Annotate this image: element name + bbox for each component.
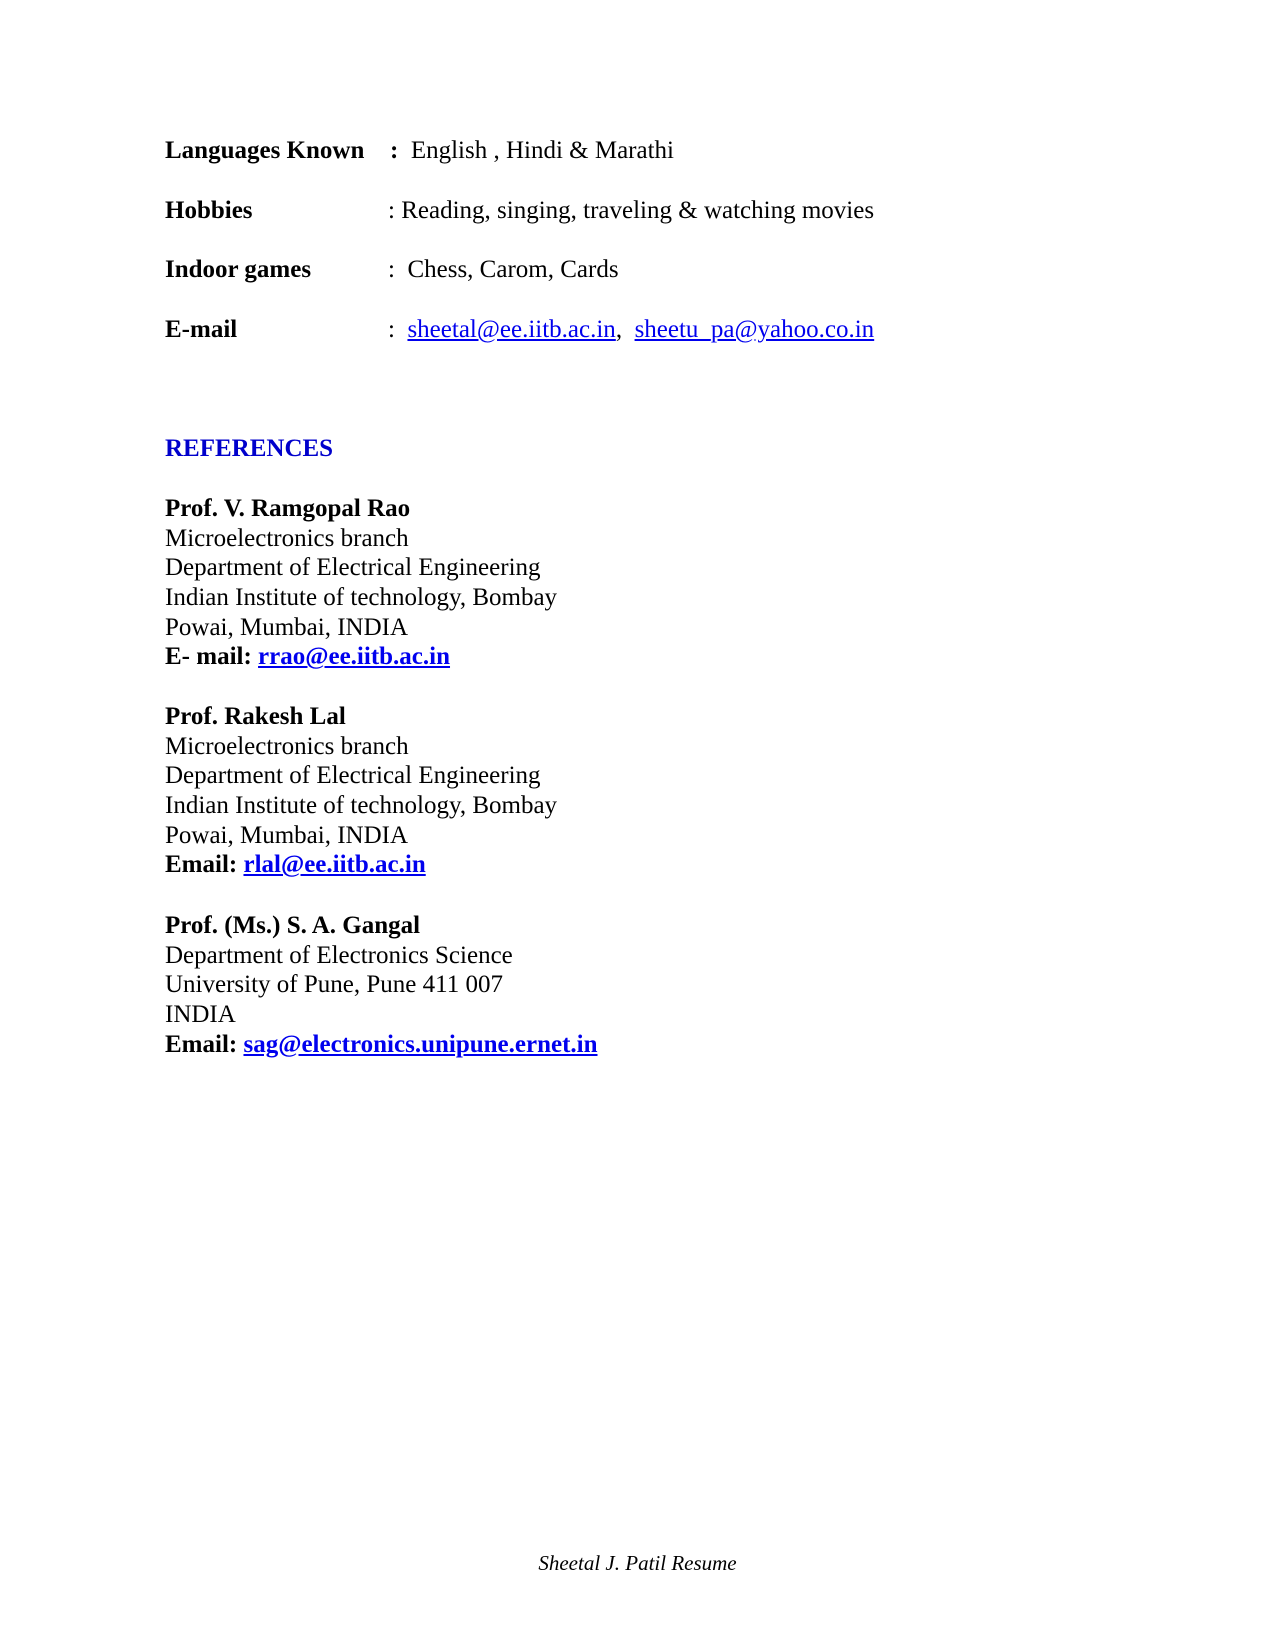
reference-3-line-3: INDIA: [165, 1001, 236, 1029]
reference-1-line-1: Microelectronics branch: [165, 524, 409, 552]
email-link-iitb[interactable]: sheetal@ee.iitb.ac.in: [407, 316, 616, 343]
reference-2-line-1: Microelectronics branch: [165, 732, 409, 760]
reference-2-line-4: Powai, Mumbai, INDIA: [165, 821, 409, 849]
page-footer: Sheetal J. Patil Resume: [538, 1551, 737, 1575]
reference-3: [165, 911, 598, 1059]
reference-3-email-link[interactable]: sag@electronics.unipune.ernet.in: [243, 1030, 598, 1058]
indoor-games-label: Indoor games: [165, 256, 312, 283]
reference-2-email-label: Email:: [165, 851, 238, 879]
email-label: E-mail: [165, 316, 238, 343]
reference-2-email-link[interactable]: rlal@ee.iitb.ac.in: [243, 851, 426, 879]
email-link-yahoo[interactable]: sheetu_pa@yahoo.co.in: [634, 316, 875, 343]
reference-2-name: Prof. Rakesh Lal: [165, 703, 346, 730]
reference-3-email-label: Email:: [165, 1030, 238, 1058]
hobbies-value-wrap: [388, 196, 874, 226]
reference-1-line-3: Indian Institute of technology, Bombay: [165, 584, 558, 612]
hobbies-label: Hobbies: [165, 197, 253, 224]
reference-2: [165, 702, 557, 880]
languages-label: Languages Known: [165, 137, 365, 164]
reference-1: [165, 494, 557, 672]
reference-2-line-2: Department of Electrical Engineering: [165, 762, 541, 790]
hobbies-colon: :: [388, 197, 395, 224]
reference-1-email-line: [165, 642, 557, 672]
reference-1-line-4: Powai, Mumbai, INDIA: [165, 613, 409, 641]
indoor-games-value: Chess, Carom, Cards: [407, 256, 619, 283]
reference-3-name: Prof. (Ms.) S. A. Gangal: [165, 912, 421, 939]
email-value-wrap: [388, 315, 874, 345]
reference-3-line-1: Department of Electronics Science: [165, 941, 513, 969]
languages-colon: :: [390, 137, 399, 164]
hobbies-value: Reading, singing, traveling & watching movies: [401, 197, 875, 224]
reference-3-email-line: [165, 1030, 598, 1060]
indoor-games-value-wrap: [388, 255, 619, 285]
reference-1-email-label: E- mail:: [165, 643, 252, 671]
email-separator: ,: [615, 316, 623, 343]
email-colon: :: [388, 316, 395, 343]
languages-value-wrap: [390, 136, 674, 166]
reference-1-name: Prof. V. Ramgopal Rao: [165, 495, 411, 522]
reference-3-line-2: University of Pune, Pune 411 007: [165, 971, 503, 999]
reference-1-line-2: Department of Electrical Engineering: [165, 554, 541, 582]
references-heading: REFERENCES: [165, 435, 334, 462]
reference-2-line-3: Indian Institute of technology, Bombay: [165, 792, 558, 820]
indoor-games-colon: :: [388, 256, 395, 283]
reference-1-email-link[interactable]: rrao@ee.iitb.ac.in: [258, 643, 451, 671]
languages-value: English , Hindi & Marathi: [410, 137, 674, 164]
reference-2-email-line: [165, 850, 557, 880]
